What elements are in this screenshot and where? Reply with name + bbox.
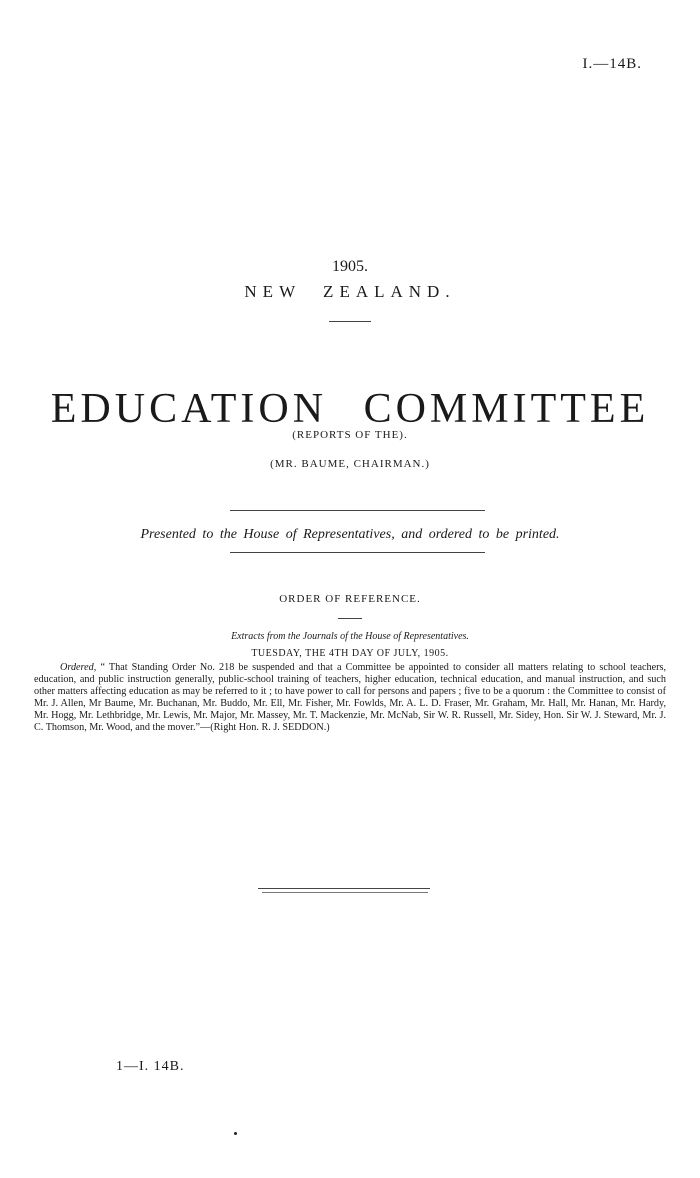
- order-of-reference-heading: ORDER OF REFERENCE.: [279, 593, 421, 605]
- document-subtitle: (REPORTS OF THE).: [292, 429, 408, 441]
- date-line: TUESDAY, THE 4TH DAY OF JULY, 1905.: [251, 648, 449, 659]
- order-body: “ That Standing Order No. 218 be suspended and that a Committee be appointed to consider all matters relating to school teachers, education, and public instruction generally, public-school training of teachers, higher education, technical education, and manual instruction, and such other matters affecting education as may be referred to it ; to have power to call for persons and papers ; five to be a quorum : the Committee to consist of Mr. J. Allen, Mr Baume, Mr. Buchanan, Mr. Buddo, Mr. Ell, Mr. Fisher, Mr. Fowlds, Mr. A. L. D. Fraser, Mr. Graham, Mr. Hall, Mr. Hanan, Mr. Hardy, Mr. Hogg, Mr. Lethbridge, Mr. Lewis, Mr. Major, Mr. Massey, Mr. T. Mackenzie, Mr. McNab, Sir W. R. Russell, Mr. Sidey, Hon. Sir W. J. Steward, Mr. J. C. Thomson, Mr. Wood, and the mover.”—(Right Hon. R. J. SEDDON.): [34, 662, 667, 734]
- footer-page-reference: 1—I. 14B.: [116, 1059, 185, 1074]
- printer-mark: [234, 1132, 237, 1135]
- extracts-line: Extracts from the Journals of the House of Representatives.: [231, 631, 469, 642]
- divider: [338, 618, 362, 619]
- divider: [230, 552, 485, 553]
- year: 1905.: [332, 258, 368, 275]
- divider: [258, 888, 430, 889]
- order-text: [34, 662, 666, 735]
- page-identifier: I.—14B.: [582, 56, 642, 72]
- divider: [262, 892, 428, 893]
- country-name: NEW ZEALAND.: [244, 282, 456, 301]
- ordered-label: Ordered,: [60, 662, 97, 673]
- document-title: EDUCATION COMMITTEE: [50, 386, 650, 432]
- presented-line: Presented to the House of Representatives, and ordered to be printed.: [140, 527, 560, 542]
- divider: [230, 510, 485, 511]
- divider: [329, 321, 371, 322]
- chairman-line: (MR. BAUME, CHAIRMAN.): [270, 458, 430, 470]
